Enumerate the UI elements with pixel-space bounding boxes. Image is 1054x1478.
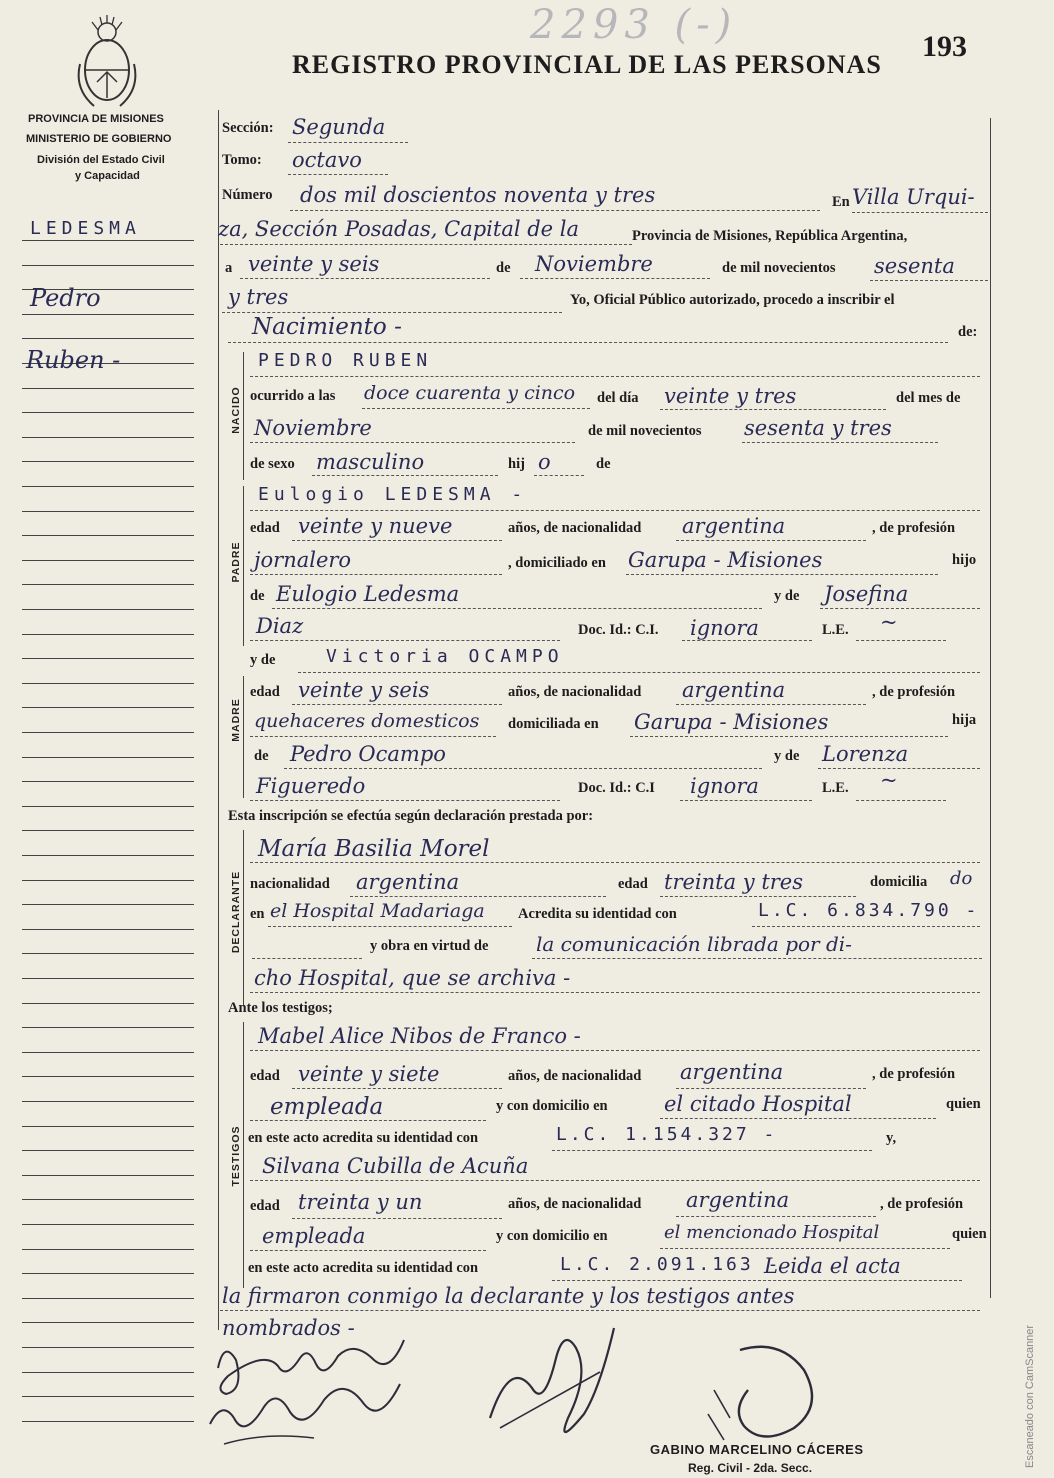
madre-mother-line-a: [818, 768, 980, 769]
tomo-value: octavo: [292, 148, 362, 172]
org-line-4: y Capacidad: [75, 170, 140, 182]
date-day-value: veinte y seis: [248, 252, 380, 276]
madre-y-de-label: y de: [250, 652, 276, 668]
margin-rule-line: [22, 560, 194, 561]
section-label-padre: PADRE: [230, 541, 242, 583]
margin-rule-line: [22, 855, 194, 856]
numero-label: Número: [222, 187, 273, 203]
margin-rule-line: [22, 1421, 194, 1422]
margin-rule-line: [22, 265, 194, 266]
margin-rule-line: [22, 757, 194, 758]
madre-mother-value-b: Figueredo: [256, 774, 366, 798]
testigo2-id-value: L.C. 2.091.163 -: [560, 1254, 782, 1275]
sexo-line: [312, 475, 498, 476]
padre-y-de-label: y de: [774, 588, 800, 604]
margin-rule-line: [22, 1273, 194, 1274]
testigo1-nac-label: años, de nacionalidad: [508, 1068, 642, 1084]
en-line: [852, 212, 988, 213]
padre-nac-label: años, de nacionalidad: [508, 520, 642, 536]
padre-nac-line: [676, 540, 866, 541]
margin-rule-line: [22, 978, 194, 979]
margin-rule-line: [22, 584, 194, 585]
margin-rule-line: [22, 511, 194, 512]
margin-rule-line: [22, 781, 194, 782]
margin-rule-line: [22, 461, 194, 462]
declarante-intro: Esta inscripción se efectúa según declaración prestada por:: [228, 808, 594, 824]
margin-rule-line: [22, 929, 194, 930]
testigo2-edad-label: edad: [250, 1198, 280, 1214]
madre-nac-line: [676, 704, 866, 705]
margin-rule-line: [22, 634, 194, 635]
testigo1-edad-value: veinte y siete: [298, 1062, 440, 1086]
margin-rule-line: [22, 880, 194, 881]
nacido-name-line: [250, 376, 980, 377]
padre-nac-value: argentina: [682, 514, 786, 538]
padre-prof-line: [250, 574, 502, 575]
declarante-obra-line-b: [532, 958, 982, 959]
act-type-value: Nacimiento -: [252, 314, 402, 340]
testigo2-edad-value: treinta y un: [298, 1190, 423, 1214]
padre-edad-value: veinte y nueve: [298, 514, 453, 538]
padre-bracket: [243, 486, 244, 646]
testigo1-nac-line: [676, 1088, 866, 1089]
declarante-nac-label: nacionalidad: [250, 876, 330, 892]
margin-rule-line: [22, 1052, 194, 1053]
padre-name-line: [250, 510, 980, 511]
signature-declarante: [480, 1318, 620, 1458]
madre-prof-value: quehaceres domesticos: [254, 710, 480, 732]
margin-name-1: Pedro: [30, 284, 101, 312]
del-dia-label: del día: [597, 390, 639, 406]
margin-rule-line: [22, 1347, 194, 1348]
declarante-en-label: en: [250, 906, 265, 922]
margin-rule-line: [22, 1322, 194, 1323]
testigo1-dom-line: [660, 1118, 936, 1119]
province-text: Provincia de Misiones, República Argentina,: [632, 228, 908, 244]
testigo2-quien-label: quien: [952, 1226, 987, 1242]
testigo2-prof-line: [250, 1250, 486, 1251]
testigo2-dom-value: el mencionado Hospital: [664, 1222, 880, 1243]
testigo1-acr-label: en este acto acredita su identidad con: [248, 1130, 479, 1146]
signature-officer: [700, 1330, 850, 1450]
scanner-watermark: [1018, 1268, 1048, 1478]
margin-rule-line: [22, 338, 194, 339]
section-label-declarante: DECLARANTE: [230, 870, 242, 954]
testigo2-edad-line: [292, 1218, 502, 1219]
padre-mother-line-b: [250, 640, 560, 641]
declarante-id-value: L.C. 6.834.790 -: [758, 900, 980, 921]
margin-rule-line: [22, 658, 194, 659]
madre-y-de2-label: y de: [774, 748, 800, 764]
declarante-dom-value-a: do: [950, 868, 973, 889]
testigo1-prof-value: empleada: [270, 1094, 384, 1120]
nacido-de-label: de: [596, 456, 611, 472]
testigos-intro: Ante los testigos;: [228, 1000, 333, 1016]
padre-mother-value-b: Diaz: [256, 614, 304, 638]
testigo2-acr-label: en este acto acredita su identidad con: [248, 1260, 479, 1276]
hij-line: [534, 475, 584, 476]
margin-rule-line: [22, 1175, 194, 1176]
margin-rule-line: [22, 806, 194, 807]
date-year-value-a: sesenta: [874, 254, 955, 278]
nacido-year-line: [742, 442, 938, 443]
frame-right-rule: [990, 118, 991, 1298]
madre-father-value: Pedro Ocampo: [290, 742, 446, 766]
margin-rule-line: [22, 240, 194, 241]
padre-le-line: [856, 640, 946, 641]
padre-doc-value: ignora: [690, 616, 759, 640]
padre-mother-value-a: Josefina: [824, 582, 909, 606]
testigos-bracket: [243, 1022, 244, 1288]
margin-rule-line: [22, 830, 194, 831]
nacido-month-line: [250, 442, 575, 443]
madre-prof-label: , de profesión: [872, 684, 956, 700]
margin-rule-line: [22, 707, 194, 708]
del-mes-label: del mes de: [896, 390, 961, 406]
nacido-day-value: veinte y tres: [664, 384, 797, 408]
hij-value: o: [538, 450, 551, 474]
seccion-value: Segunda: [292, 115, 386, 139]
testigo2-id-line: [552, 1280, 962, 1281]
testigo1-edad-line: [292, 1088, 502, 1089]
madre-name-value: Victoria OCAMPO: [326, 646, 564, 667]
testigo1-edad-label: edad: [250, 1068, 280, 1084]
en-label: En: [832, 194, 850, 210]
madre-doc-line: [680, 800, 812, 801]
margin-rule-line: [22, 1298, 194, 1299]
madre-nac-value: argentina: [682, 678, 786, 702]
date-year-prefix: de mil novecientos: [722, 260, 836, 276]
declarante-name-line: [250, 862, 980, 863]
en-value: Villa Urqui-: [852, 185, 975, 209]
margin-rule-line: [22, 314, 194, 315]
margin-rule-line: [22, 904, 194, 905]
madre-mother-line-b: [250, 800, 560, 801]
sexo-value: masculino: [316, 450, 425, 474]
testigo1-id-line: [552, 1150, 872, 1151]
padre-father-value: Eulogio Ledesma: [276, 582, 460, 606]
de-end-label: de:: [958, 324, 978, 340]
testigo1-name-line: [250, 1050, 980, 1051]
place-value: za, Sección Posadas, Capital de la: [218, 217, 580, 241]
signature-witnesses: [204, 1320, 424, 1460]
margin-rule-line: [22, 1372, 194, 1373]
testigo2-name: Silvana Cubilla de Acuña: [262, 1154, 529, 1178]
section-label-madre: MADRE: [230, 698, 242, 742]
madre-dom-line: [630, 736, 948, 737]
madre-le-value: ~: [880, 768, 898, 792]
margin-rule-line: [22, 1003, 194, 1004]
nacido-year-value: sesenta y tres: [744, 416, 892, 440]
testigo2-nac-value: argentina: [686, 1188, 790, 1212]
margin-rule-line: [22, 1027, 194, 1028]
officer-name: GABINO MARCELINO CÁCERES: [650, 1442, 864, 1457]
madre-dom-label: domiciliada en: [508, 716, 599, 732]
margin-rule-line: [22, 683, 194, 684]
nacido-bracket: [243, 352, 244, 480]
testigo1-prof-label: , de profesión: [872, 1066, 956, 1082]
padre-edad-line: [292, 540, 502, 541]
date-year-value-b: y tres: [228, 285, 289, 309]
closing-line-a-rule: [220, 1310, 980, 1311]
page-number: 193: [922, 30, 967, 63]
nacido-year-label: de mil novecientos: [588, 423, 702, 439]
testigo2-dom-label: y con domicilio en: [496, 1228, 608, 1244]
ocurrido-label: ocurrido a las: [250, 388, 336, 404]
madre-nac-label: años, de nacionalidad: [508, 684, 642, 700]
margin-rule-line: [22, 1199, 194, 1200]
margin-rule-line: [22, 1249, 194, 1250]
declarante-obra-line-c: [250, 992, 980, 993]
margin-rule-line: [22, 953, 194, 954]
padre-dom-line: [626, 574, 938, 575]
testigo1-quien-label: quien: [946, 1096, 981, 1112]
padre-prof-label: , de profesión: [872, 520, 956, 536]
declarante-bracket: [243, 830, 244, 1006]
testigo1-prof-line: [250, 1120, 486, 1121]
padre-dom-value: Garupa - Misiones: [628, 548, 823, 572]
closing-line-b: nombrados -: [222, 1316, 355, 1340]
margin-rule-line: [22, 1150, 194, 1151]
margin-rule-line: [22, 732, 194, 733]
padre-hijo-label: hijo: [952, 552, 977, 568]
testigo2-dom-line: [660, 1248, 950, 1249]
sexo-label: de sexo: [250, 456, 295, 472]
scanner-watermark-text: Escaneado con CamScanner: [1024, 1324, 1036, 1468]
margin-rule-line: [22, 388, 194, 389]
section-label-testigos: TESTIGOS: [230, 1125, 242, 1187]
tomo-label: Tomo:: [222, 152, 262, 168]
declarante-edad-value: treinta y tres: [664, 870, 804, 894]
padre-de-label: de: [250, 588, 265, 604]
testigo1-dom-label: y con domicilio en: [496, 1098, 608, 1114]
declarante-edad-line: [660, 896, 856, 897]
date-year-line-b: [222, 312, 562, 313]
testigo2-prof-label: , de profesión: [880, 1196, 964, 1212]
madre-edad-value: veinte y seis: [298, 678, 430, 702]
margin-rule-line: [22, 1076, 194, 1077]
testigo1-dom-value: el citado Hospital: [664, 1092, 852, 1116]
testigo1-nac-value: argentina: [680, 1060, 784, 1084]
madre-mother-value-a: Lorenza: [822, 742, 909, 766]
padre-doc-line: [682, 640, 812, 641]
madre-edad-line: [292, 704, 502, 705]
declarante-dom-label: domicilia: [870, 874, 928, 890]
madre-prof-line: [250, 736, 496, 737]
place-line: [220, 244, 632, 245]
declarante-name-value: María Basilia Morel: [258, 836, 490, 862]
padre-le-value: ~: [880, 610, 898, 634]
margin-rule-line: [22, 437, 194, 438]
declarante-obra-label: y obra en virtud de: [370, 938, 489, 954]
stamp-number: 2293 (-): [530, 2, 738, 48]
oficial-text: Yo, Oficial Público autorizado, procedo a inscribir el: [570, 292, 895, 308]
nacido-name-value: PEDRO RUBEN: [258, 350, 433, 371]
tomo-line: [288, 174, 388, 175]
date-month-line: [520, 278, 710, 279]
page-title: REGISTRO PROVINCIAL DE LAS PERSONAS: [292, 50, 882, 79]
testigo1-y-label: y,: [886, 1130, 897, 1146]
testigo2-prof-value: empleada: [262, 1224, 366, 1248]
testigo2-tail: Leida el acta: [764, 1254, 901, 1278]
org-line-2: MINISTERIO DE GOBIERNO: [26, 133, 172, 145]
testigo2-nac-line: [676, 1216, 876, 1217]
declarante-nac-line: [350, 896, 606, 897]
madre-dom-value: Garupa - Misiones: [634, 710, 829, 734]
madre-bracket: [243, 676, 244, 798]
date-day-line: [240, 278, 490, 279]
padre-mother-line-a: [820, 608, 980, 609]
declarante-nac-value: argentina: [356, 870, 460, 894]
nacido-month-value: Noviembre: [254, 416, 372, 440]
nacido-time-line: [362, 408, 590, 409]
margin-rule-line: [22, 609, 194, 610]
margin-rule-line: [22, 535, 194, 536]
testigo2-nac-label: años, de nacionalidad: [508, 1196, 642, 1212]
date-month-value: Noviembre: [535, 252, 653, 276]
padre-name-value: Eulogio LEDESMA -: [258, 484, 528, 505]
margin-rule-line: [22, 486, 194, 487]
margin-rule-line: [22, 412, 194, 413]
madre-father-line: [284, 768, 762, 769]
declarante-id-line: [752, 926, 980, 927]
nacido-day-line: [660, 409, 886, 410]
numero-line: [290, 210, 820, 211]
margin-rule-line: [22, 1224, 194, 1225]
numero-value: dos mil doscientos noventa y tres: [300, 183, 656, 207]
nacido-time-value: doce cuarenta y cinco: [364, 382, 576, 404]
a-label: a: [225, 260, 233, 276]
madre-le-line: [856, 800, 946, 801]
declarante-acredita-label: Acredita su identidad con: [518, 906, 677, 922]
madre-de-label: de: [254, 748, 269, 764]
closing-line-a: la firmaron conmigo la declarante y los testigos antes: [222, 1284, 795, 1308]
margin-name-2: Ruben -: [26, 346, 121, 374]
org-line-3: División del Estado Civil: [37, 154, 165, 166]
margin-surname: LEDESMA: [30, 218, 141, 239]
declarante-obra-line-a: [252, 958, 362, 959]
padre-edad-label: edad: [250, 520, 280, 536]
margin-rule-line: [22, 1396, 194, 1397]
hij-label: hij: [508, 456, 525, 472]
madre-edad-label: edad: [250, 684, 280, 700]
madre-doc-value: ignora: [690, 774, 759, 798]
date-year-line-a: [870, 280, 988, 281]
madre-doc-label: Doc. Id.: C.I: [578, 780, 655, 796]
declarante-dom-line: [268, 926, 512, 927]
testigo2-name-line: [250, 1180, 980, 1181]
padre-doc-label: Doc. Id.: C.I.: [578, 622, 659, 638]
testigo1-name: Mabel Alice Nibos de Franco -: [258, 1024, 581, 1048]
madre-name-line: [298, 672, 980, 673]
margin-rule-line: [22, 1126, 194, 1127]
frame-left-rule: [218, 110, 219, 1330]
seccion-line: [288, 142, 408, 143]
act-type-line: [228, 342, 948, 343]
madre-hija-label: hija: [952, 712, 977, 728]
seccion-label: Sección:: [222, 120, 274, 136]
section-label-nacido: NACIDO: [230, 386, 242, 434]
declarante-obra-value-a: la comunicación librada por di-: [536, 932, 852, 956]
officer-title: Reg. Civil - 2da. Secc.: [688, 1461, 813, 1475]
padre-prof-value: jornalero: [254, 548, 352, 572]
margin-rule-line: [22, 1101, 194, 1102]
org-line-1: PROVINCIA DE MISIONES: [28, 113, 164, 125]
declarante-edad-label: edad: [618, 876, 648, 892]
testigo1-id-value: L.C. 1.154.327 -: [556, 1124, 778, 1145]
padre-dom-label: , domiciliado en: [508, 555, 606, 571]
padre-le-label: L.E.: [822, 622, 849, 638]
madre-le-label: L.E.: [822, 780, 849, 796]
date-de-label: de: [496, 260, 511, 276]
declarante-obra-value-b: cho Hospital, que se archiva -: [254, 966, 571, 990]
declarante-dom-value-b: el Hospital Madariaga: [270, 900, 485, 922]
padre-father-line: [272, 608, 762, 609]
